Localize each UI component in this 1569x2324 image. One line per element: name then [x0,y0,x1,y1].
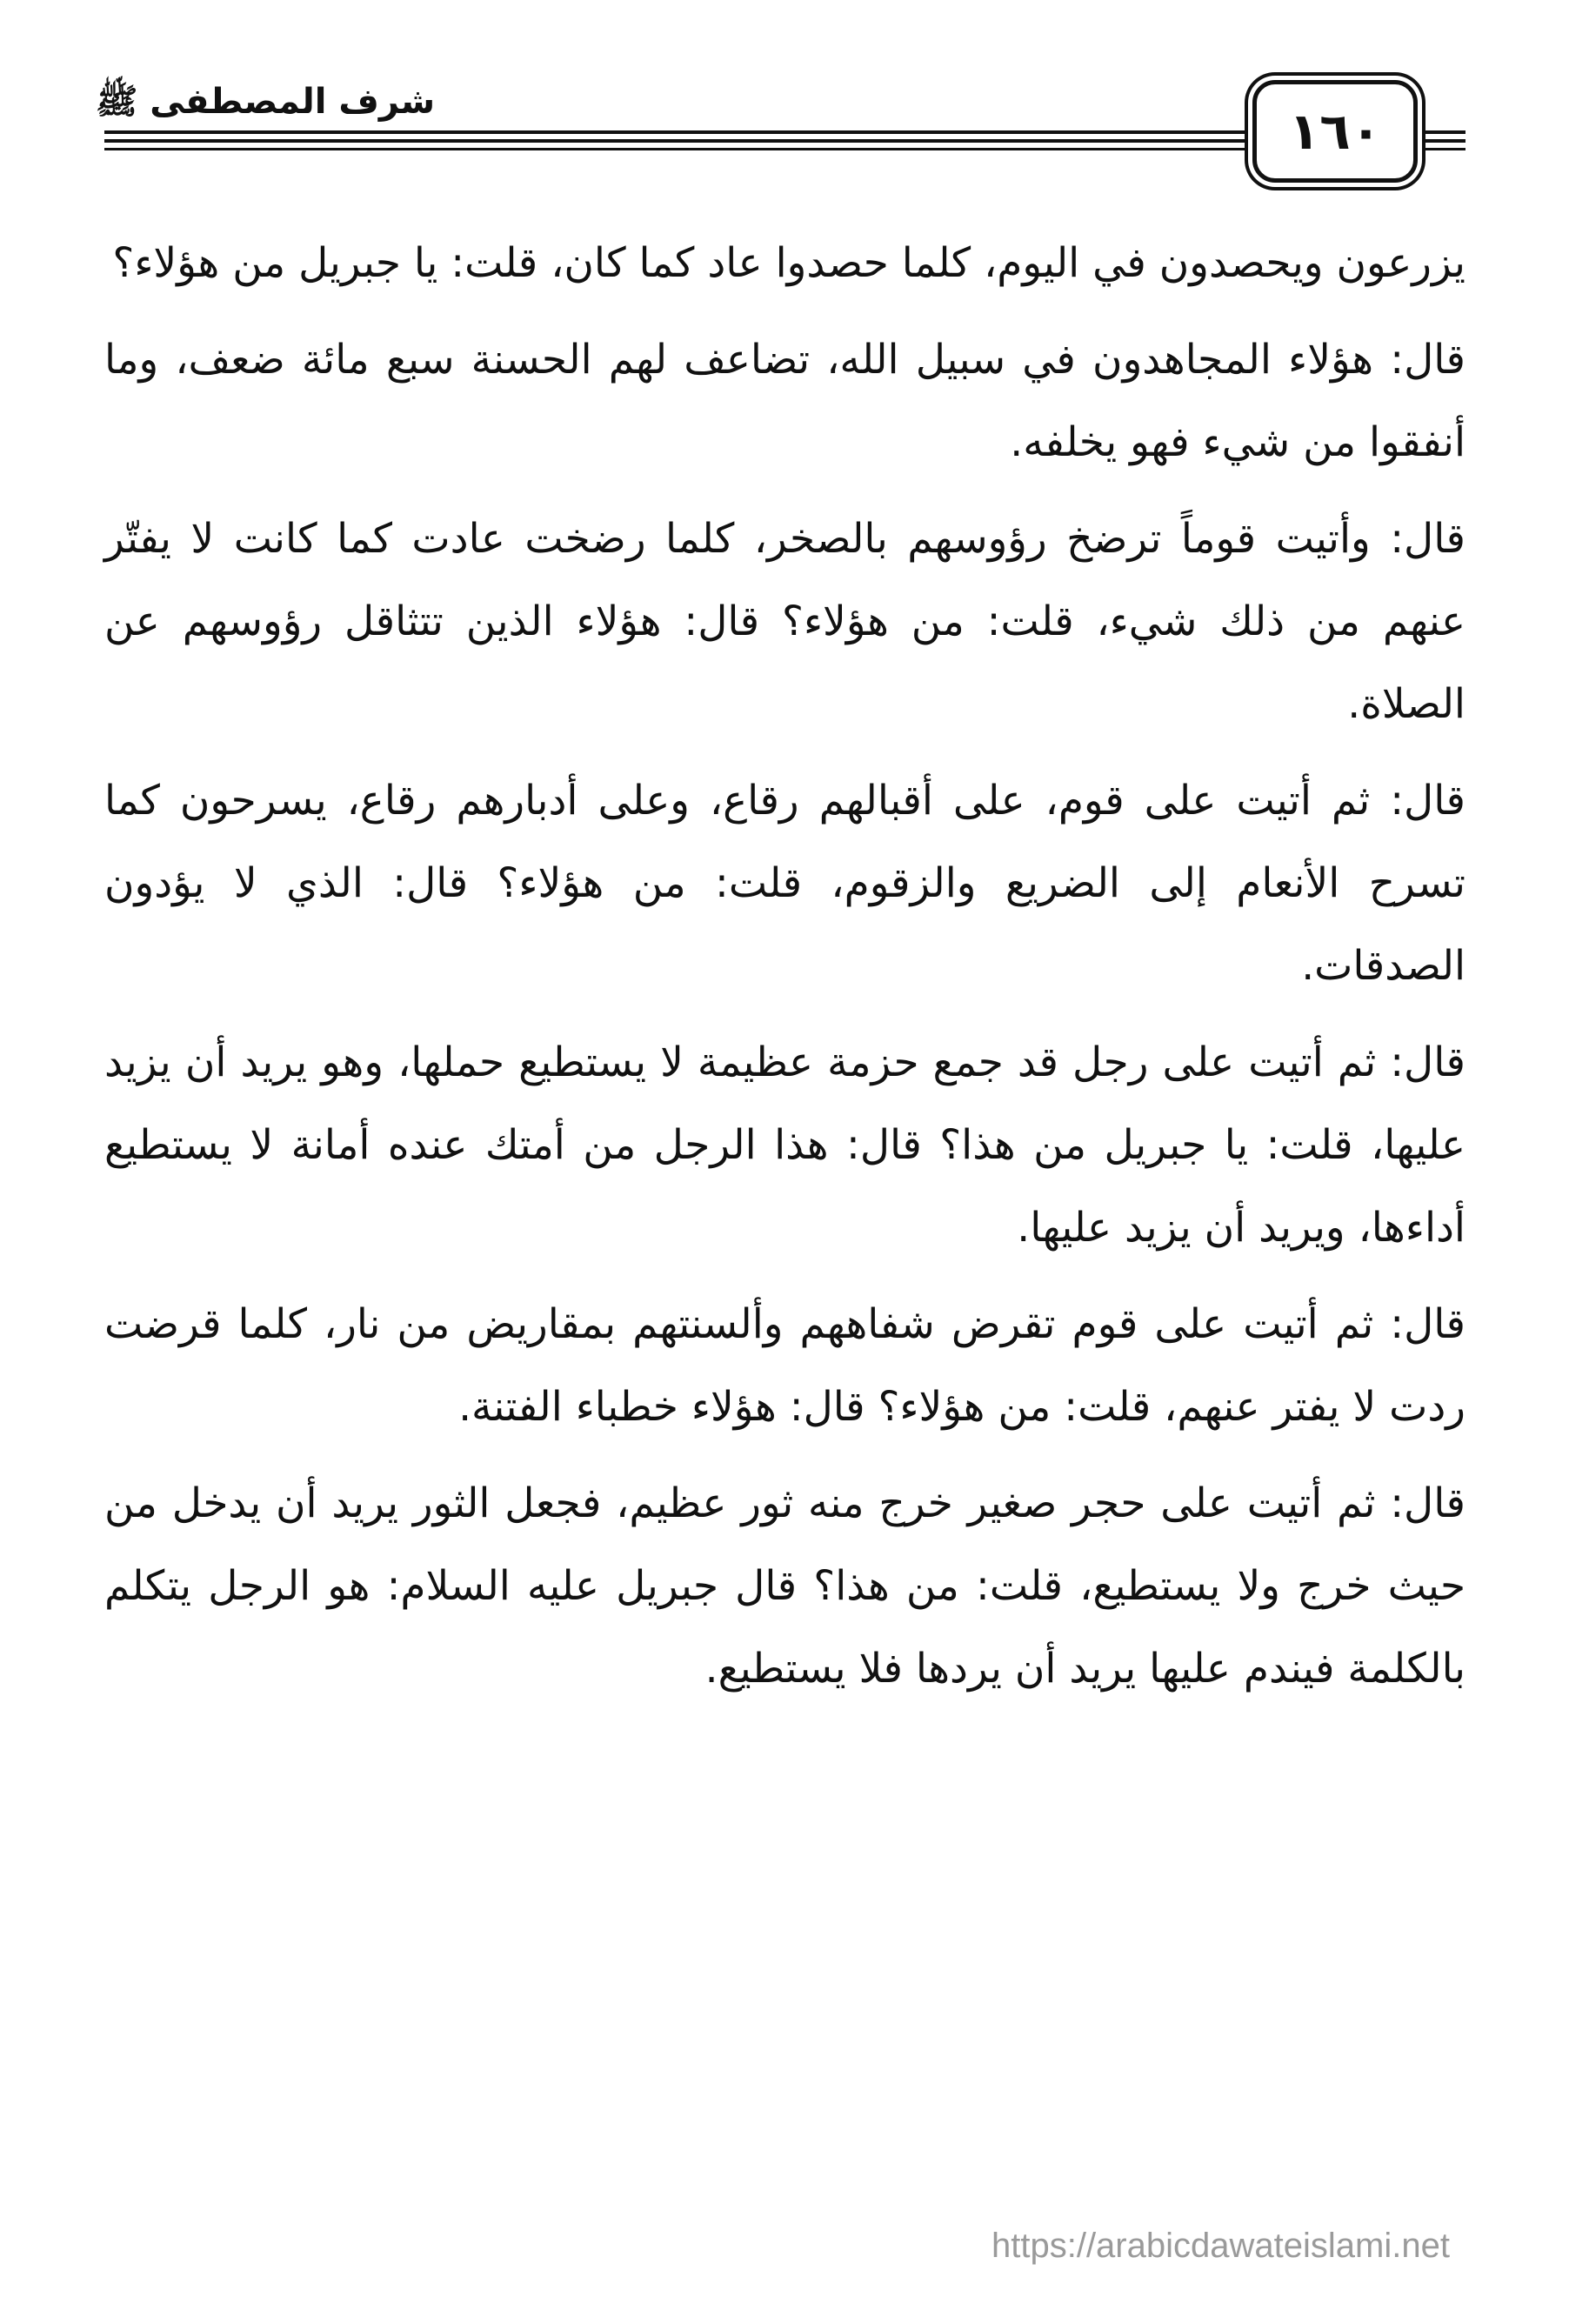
paragraph: قال: ثم أتيت على قوم، على أقبالهم رقاع، وعلى أدبارهم رقاع، يسرحون كما تسرح الأنعام إلى الضريع والزقوم، قلت: من هؤلاء؟ قال: الذي لا يؤدون الصدقات. [104,777,1466,990]
paragraph: قال: ثم أتيت على رجل قد جمع حزمة عظيمة لا يستطيع حملها، وهو يريد أن يزيد عليها، قلت: يا جبريل من هذا؟ قال: هذا الرجل من أمتك عنده أمانة لا يستطيع أداءها، ويريد أن يزيد عليها. [104,1038,1466,1252]
paragraph: قال: ثم أتيت على قوم تقرض شفاههم وألسنتهم بمقاريض من نار، كلما قرضت ردت لا يفتر عنهم، قلت: من هؤلاء؟ قال: هؤلاء خطباء الفتنة. [104,1300,1466,1431]
running-title: شرف المصطفى ﷺ [96,82,436,122]
page-number-frame [1252,80,1418,183]
page-number: ١٦٠ [1288,102,1382,161]
paragraph: يزرعون ويحصدون في اليوم، كلما حصدوا عاد كما كان، قلت: يا جبريل من هؤلاء؟ [112,239,1466,287]
page-header [0,0,1569,200]
page-body [104,222,1466,1724]
paragraph: قال: هؤلاء المجاهدون في سبيل الله، تضاعف لهم الحسنة سبع مائة ضعف، وما أنفقوا من شيء فهو يخلفه. [104,336,1466,466]
paragraph: قال: ثم أتيت على حجر صغير خرج منه ثور عظيم، فجعل الثور يريد أن يدخل من حيث خرج ولا يستطيع، قلت: من هذا؟ قال جبريل عليه السلام: هو الرجل يتكلم بالكلمة فيندم عليها يريد أن يردها فلا يستطيع. [104,1479,1466,1693]
paragraph: قال: وأتيت قوماً ترضخ رؤوسهم بالصخر، كلما رضخت عادت كما كانت لا يفتّر عنهم من ذلك شيء، قلت: من هؤلاء؟ قال: هؤلاء الذين تتثاقل رؤوسهم عن الصلاة. [104,515,1466,728]
watermark-url: https://arabicdawateislami.net [991,2227,1450,2265]
